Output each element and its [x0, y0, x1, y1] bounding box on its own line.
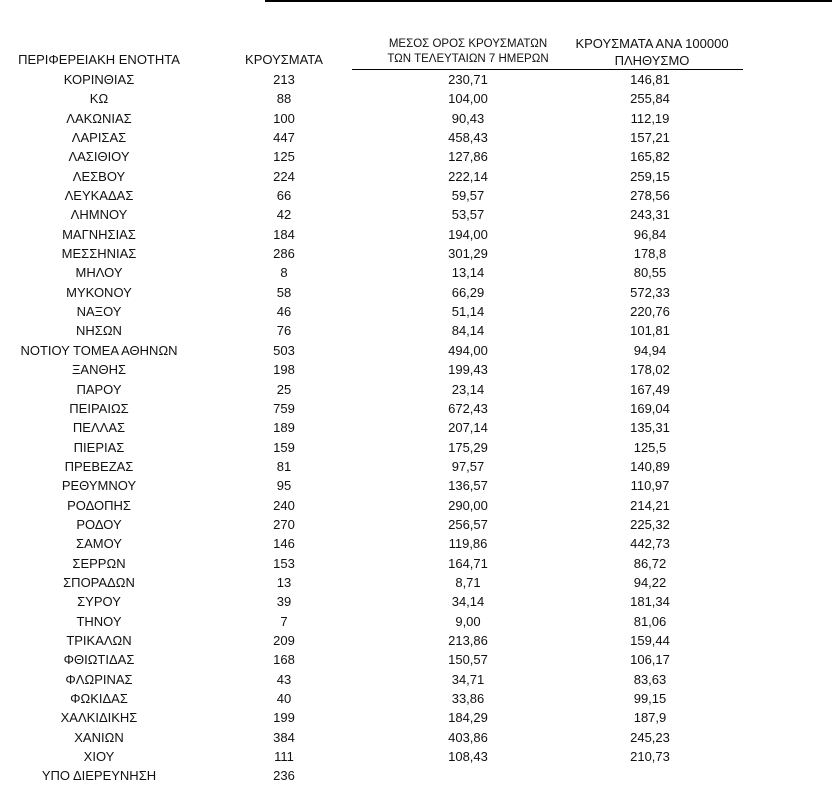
cell-per100k: 135,31 [630, 420, 670, 436]
table-row [0, 631, 834, 650]
cell-cases: 159 [273, 439, 295, 455]
cell-region: ΚΟΡΙΝΘΙΑΣ [63, 72, 135, 87]
cell-region: ΡΟΔΟΠΗΣ [67, 497, 131, 513]
cell-avg7: 8,71 [455, 574, 481, 590]
cell-avg7: 90,43 [451, 110, 485, 126]
cell-cases: 76 [276, 323, 292, 339]
table-row [0, 360, 834, 379]
table-row [0, 302, 834, 321]
cell-per100k: 80,55 [633, 265, 667, 281]
cell-per100k: 210,73 [630, 749, 670, 765]
table-row [0, 205, 834, 224]
table-row [0, 650, 834, 669]
table-row [0, 321, 834, 340]
cell-per100k: 214,21 [630, 497, 670, 513]
cell-avg7: 53,57 [451, 207, 485, 223]
cell-avg7: 34,71 [451, 671, 485, 687]
cell-cases: 66 [276, 188, 292, 204]
table-row [0, 612, 834, 631]
cell-cases: 286 [273, 246, 295, 262]
cell-avg7: 9,00 [455, 613, 481, 629]
cell-cases: 125 [273, 149, 295, 165]
cell-per100k: 159,44 [630, 632, 670, 648]
table-row [0, 592, 834, 611]
cell-region: ΧΙΟΥ [83, 749, 115, 765]
cell-region: ΛΗΜΝΟΥ [70, 207, 128, 223]
cell-region: ΦΩΚΙΔΑΣ [70, 691, 128, 706]
cell-per100k: 165,82 [630, 149, 670, 165]
cell-cases: 25 [276, 381, 292, 397]
cell-per100k: 442,73 [630, 536, 670, 552]
cell-cases: 95 [276, 478, 292, 494]
cell-avg7: 34,14 [451, 594, 485, 610]
cell-avg7: 458,43 [448, 130, 488, 146]
cell-per100k: 157,21 [630, 130, 670, 146]
table-row [0, 109, 834, 128]
table-row [0, 225, 834, 244]
cell-avg7: 97,57 [451, 458, 485, 474]
cell-cases: 153 [273, 555, 295, 571]
table-row [0, 283, 834, 302]
header-avg7-line2: ΤΩΝ ΤΕΛΕΥΤΑΙΩΝ 7 ΗΜΕΡΩΝ [387, 53, 549, 65]
cell-region: ΜΑΓΝΗΣΙΑΣ [62, 226, 136, 242]
table-row [0, 70, 834, 89]
table-row [0, 708, 834, 727]
cell-region: ΠΡΕΒΕΖΑΣ [64, 458, 134, 474]
table-row [0, 689, 834, 708]
cell-region: ΠΕΛΛΑΣ [72, 420, 126, 436]
cell-region: ΣΑΜΟΥ [76, 536, 122, 552]
header-region: ΠΕΡΙΦΕΡΕΙΑΚΗ ΕΝΟΤΗΤΑ [18, 52, 180, 67]
cell-avg7: 213,86 [448, 632, 488, 648]
cell-region: ΞΑΝΘΗΣ [71, 362, 127, 378]
cell-cases: 146 [273, 536, 295, 552]
table-row [0, 554, 834, 573]
table-row [0, 399, 834, 418]
header-per100k-line1: ΚΡΟΥΣΜΑΤΑ ΑΝΑ 100000 [575, 36, 729, 51]
cell-region: ΝΗΣΩΝ [76, 323, 122, 339]
cell-avg7: 150,57 [448, 652, 488, 668]
cell-region: ΤΡΙΚΑΛΩΝ [66, 632, 132, 648]
cell-per100k: 169,04 [630, 400, 670, 416]
cell-region: ΛΑΡΙΣΑΣ [71, 130, 127, 146]
cell-cases: 384 [273, 729, 295, 745]
cell-per100k: 255,84 [630, 91, 670, 107]
cell-region: ΣΕΡΡΩΝ [72, 555, 126, 571]
cell-region: ΛΕΥΚΑΔΑΣ [64, 188, 134, 204]
cell-cases: 40 [276, 691, 292, 706]
cell-per100k: 243,31 [630, 207, 670, 223]
cell-region: ΜΥΚΟΝΟΥ [66, 284, 132, 300]
table-row [0, 341, 834, 360]
cases-table [0, 70, 834, 786]
cell-avg7: 290,00 [448, 497, 488, 513]
cell-cases: 447 [273, 130, 295, 146]
cell-avg7: 175,29 [448, 439, 488, 455]
cell-region: ΜΕΣΣΗΝΙΑΣ [61, 246, 137, 262]
table-row [0, 438, 834, 457]
header-cases: ΚΡΟΥΣΜΑΤΑ [245, 52, 323, 67]
table-row [0, 167, 834, 186]
cell-cases: 184 [273, 226, 295, 242]
cell-avg7: 222,14 [448, 168, 488, 184]
cell-per100k: 94,94 [633, 342, 667, 358]
cell-cases: 13 [276, 574, 292, 590]
cell-per100k: 220,76 [630, 304, 670, 320]
cell-per100k: 96,84 [633, 226, 667, 242]
cell-per100k: 81,06 [633, 613, 667, 629]
cell-cases: 81 [276, 458, 292, 474]
cell-per100k: 181,34 [630, 594, 670, 610]
cell-avg7: 672,43 [448, 400, 488, 416]
cell-avg7: 59,57 [451, 188, 485, 204]
cell-cases: 213 [273, 72, 295, 87]
table-row [0, 263, 834, 282]
table-row [0, 573, 834, 592]
cell-avg7: 403,86 [448, 729, 488, 745]
cell-cases: 189 [273, 420, 295, 436]
cell-avg7: 104,00 [448, 91, 488, 107]
cell-region: ΛΑΣΙΘΙΟΥ [68, 149, 130, 165]
cell-per100k: 140,89 [630, 458, 670, 474]
cell-cases: 209 [273, 632, 295, 648]
cell-avg7: 301,29 [448, 246, 488, 262]
cell-per100k: 225,32 [630, 516, 670, 532]
cell-avg7: 494,00 [448, 342, 488, 358]
table-row [0, 380, 834, 399]
header-avg7 [370, 37, 566, 67]
cell-avg7: 51,14 [451, 304, 485, 320]
cell-region: ΤΗΝΟΥ [76, 613, 122, 629]
cell-region: ΠΑΡΟΥ [76, 381, 122, 397]
cell-cases: 39 [276, 594, 292, 610]
cell-avg7: 199,43 [448, 362, 488, 378]
cell-region: ΛΑΚΩΝΙΑΣ [66, 110, 132, 126]
header-avg7-line1: ΜΕΣΟΣ ΟΡΟΣ ΚΡΟΥΣΜΑΤΩΝ [388, 38, 548, 50]
cell-per100k: 572,33 [630, 284, 670, 300]
cell-cases: 168 [273, 652, 295, 668]
cell-cases: 7 [280, 613, 288, 629]
cell-region: ΚΩ [89, 91, 109, 107]
cell-region: ΜΗΛΟΥ [75, 265, 123, 281]
table-row [0, 515, 834, 534]
cell-cases: 759 [273, 400, 295, 416]
cell-per100k: 94,22 [633, 574, 667, 590]
cell-avg7: 23,14 [451, 381, 485, 397]
cell-per100k: 178,02 [630, 362, 670, 378]
cell-region: ΠΕΙΡΑΙΩΣ [69, 400, 129, 416]
cell-avg7: 256,57 [448, 516, 488, 532]
cell-avg7: 13,14 [451, 265, 485, 281]
cell-per100k: 86,72 [633, 555, 667, 571]
cell-cases: 503 [273, 342, 295, 358]
cell-cases: 270 [273, 516, 295, 532]
cell-per100k: 146,81 [630, 72, 670, 87]
cell-avg7: 184,29 [448, 710, 488, 726]
cell-per100k: 106,17 [630, 652, 670, 668]
cell-per100k: 110,97 [630, 478, 670, 494]
table-row [0, 496, 834, 515]
cell-region: ΧΑΝΙΩΝ [74, 729, 124, 745]
cell-cases: 240 [273, 497, 295, 513]
cell-avg7: 194,00 [448, 226, 488, 242]
cell-avg7: 66,29 [451, 284, 485, 300]
cell-per100k: 278,56 [630, 188, 670, 204]
cell-region: ΡΕΘΥΜΝΟΥ [61, 478, 137, 494]
cell-region: ΣΥΡΟΥ [77, 594, 121, 610]
cell-cases: 43 [276, 671, 292, 687]
cell-cases: 236 [273, 768, 295, 784]
cell-per100k: 167,49 [630, 381, 670, 397]
cell-per100k: 125,5 [633, 439, 667, 455]
cell-cases: 100 [273, 110, 295, 126]
cell-cases: 42 [276, 207, 292, 223]
cell-region: ΧΑΛΚΙΔΙΚΗΣ [60, 710, 138, 726]
cell-avg7: 136,57 [448, 478, 488, 494]
cell-region: ΠΙΕΡΙΑΣ [73, 439, 125, 455]
cell-cases: 111 [274, 749, 294, 765]
cell-avg7: 127,86 [448, 149, 488, 165]
cell-region: ΦΛΩΡΙΝΑΣ [65, 671, 133, 687]
cell-cases: 198 [273, 362, 295, 378]
cell-region: ΦΘΙΩΤΙΔΑΣ [63, 652, 135, 668]
cell-region: ΣΠΟΡΑΔΩΝ [63, 574, 135, 590]
table-row [0, 457, 834, 476]
table-row [0, 728, 834, 747]
header-per100k-line2: ΠΛΗΘΥΣΜΟ [614, 53, 690, 68]
cell-avg7: 207,14 [448, 420, 488, 436]
cell-avg7: 119,86 [448, 536, 488, 552]
cell-avg7: 84,14 [451, 323, 485, 339]
table-row [0, 418, 834, 437]
cell-per100k: 245,23 [630, 729, 670, 745]
cell-per100k: 83,63 [633, 671, 667, 687]
cell-per100k: 112,19 [630, 110, 670, 126]
cell-avg7: 164,71 [448, 555, 488, 571]
cell-cases: 224 [273, 168, 295, 184]
cell-cases: 88 [276, 91, 292, 107]
cell-per100k: 101,81 [630, 323, 670, 339]
cell-cases: 46 [276, 304, 292, 320]
cell-cases: 8 [280, 265, 288, 281]
table-row [0, 89, 834, 108]
table-row [0, 747, 834, 766]
table-row [0, 766, 834, 785]
top-rule [265, 0, 832, 2]
cell-avg7: 108,43 [448, 749, 488, 765]
table-row [0, 670, 834, 689]
cell-avg7: 33,86 [451, 691, 485, 706]
cell-region: ΝΑΞΟΥ [76, 304, 122, 320]
cell-region: ΥΠΟ ΔΙΕΡΕΥΝΗΣΗ [41, 768, 157, 784]
table-row [0, 186, 834, 205]
cell-region: ΝΟΤΙΟΥ ΤΟΜΕΑ ΑΘΗΝΩΝ [20, 342, 178, 358]
table-row [0, 128, 834, 147]
table-row [0, 476, 834, 495]
header-per100k [560, 35, 744, 69]
cell-cases: 199 [273, 710, 295, 726]
cell-per100k: 99,15 [633, 691, 667, 706]
cell-per100k: 178,8 [633, 246, 667, 262]
table-row [0, 147, 834, 166]
cell-avg7: 230,71 [448, 72, 488, 87]
cell-region: ΛΕΣΒΟΥ [72, 168, 126, 184]
cell-per100k: 187,9 [633, 710, 667, 726]
table-row [0, 534, 834, 553]
cell-per100k: 259,15 [630, 168, 670, 184]
table-row [0, 244, 834, 263]
cell-cases: 58 [276, 284, 292, 300]
cell-region: ΡΟΔΟΥ [76, 516, 122, 532]
